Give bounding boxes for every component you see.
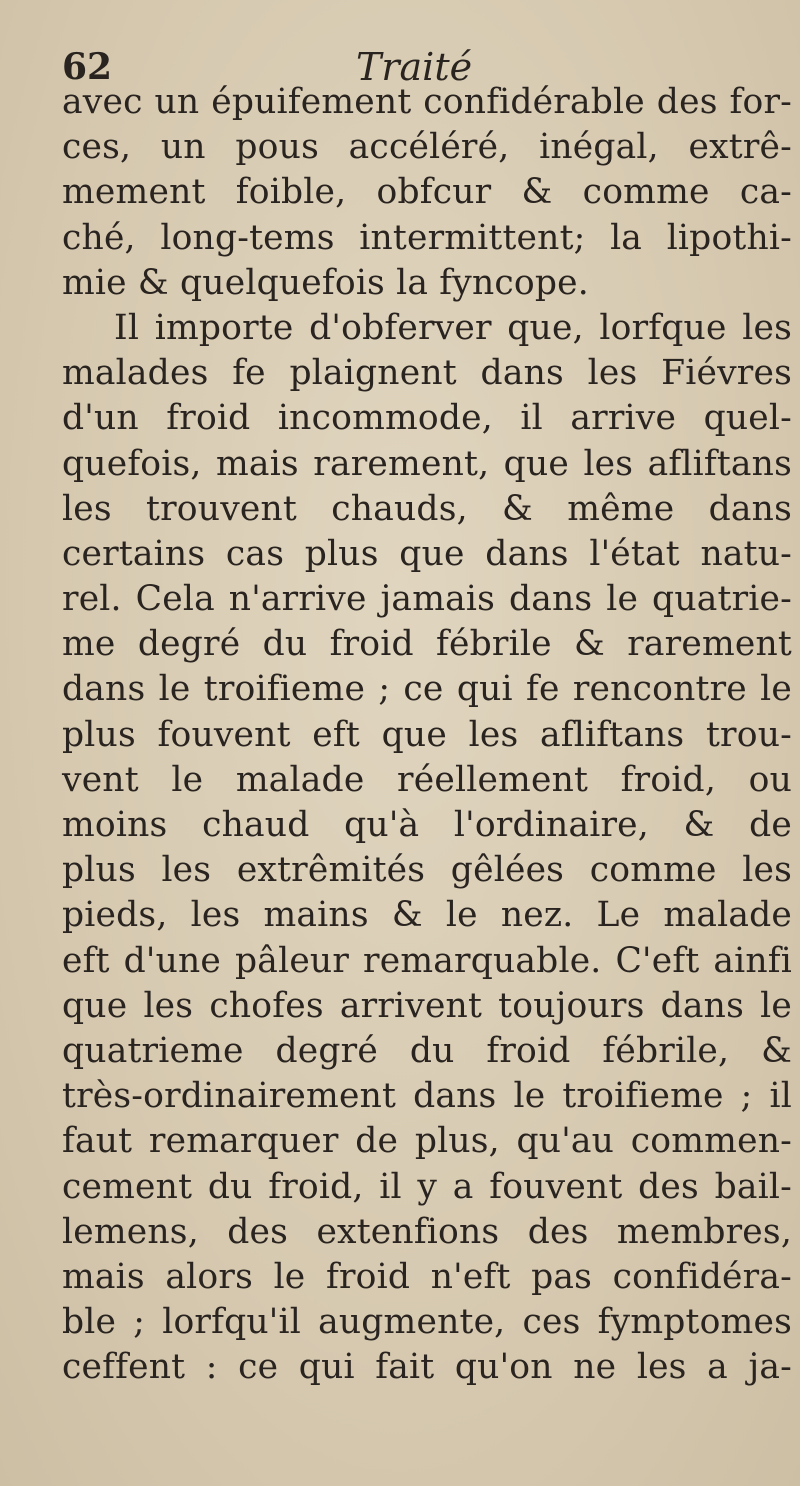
text-line: pieds, les mains & le nez. Le malade — [62, 895, 792, 936]
text-line: Il importe d'obferver que, lorfque les — [114, 307, 792, 348]
text-line: mais alors le froid n'eft pas confidéra- — [62, 1256, 792, 1297]
text-line: mie & quelquefois la fyncope. — [62, 262, 589, 303]
page-number: 62 — [62, 46, 113, 88]
text-line: dans le troifieme ; ce qui fe rencontre le — [62, 669, 792, 710]
text-line: ceffent : ce qui fait qu'on ne les a ja- — [62, 1347, 792, 1388]
text-line: quefois, mais rarement, que les afliftans — [62, 443, 792, 484]
text-line: mement foible, obfcur & comme ca- — [62, 172, 792, 213]
text-line: ces, un pous accéléré, inégal, extrê- — [62, 127, 792, 168]
body-text — [62, 80, 792, 1390]
text-line: très-ordinairement dans le troifieme ; il — [62, 1076, 792, 1117]
text-line: certains cas plus que dans l'état natu- — [62, 533, 792, 574]
text-line: faut remarquer de plus, qu'au commen- — [62, 1121, 792, 1162]
text-line: plus les extrêmités gêlées comme les — [62, 850, 792, 891]
text-line: eft d'une pâleur remarquable. C'eft ainfi — [62, 940, 792, 981]
text-line: vent le malade réellement froid, ou — [62, 759, 792, 800]
text-line: que les chofes arrivent toujours dans le — [62, 985, 792, 1026]
text-line: me degré du froid fébrile & rarement — [62, 624, 792, 665]
text-line: les trouvent chauds, & même dans — [62, 488, 792, 529]
text-line: plus fouvent eft que les afliftans trou- — [62, 714, 792, 755]
text-line: moins chaud qu'à l'ordinaire, & de — [62, 805, 792, 845]
text-line: ché, long-tems intermittent; la lipothi- — [62, 217, 792, 258]
text-line: ble ; lorfqu'il augmente, ces fymptomes — [62, 1302, 792, 1343]
text-line: rel. Cela n'arrive jamais dans le quatrie- — [62, 579, 792, 620]
text-line: d'un froid incommode, il arrive quel- — [62, 398, 792, 439]
text-line: lemens, des extenfions des membres, — [62, 1211, 792, 1252]
running-title: Traité — [356, 45, 473, 89]
text-line: malades fe plaignent dans les Fiévres — [62, 353, 792, 394]
text-line: cement du froid, il y a fouvent des bail- — [62, 1166, 792, 1207]
text-line: quatrieme degré du froid fébrile, & — [62, 1030, 792, 1071]
text-line: avec un épuifement confidérable des for- — [62, 82, 792, 122]
